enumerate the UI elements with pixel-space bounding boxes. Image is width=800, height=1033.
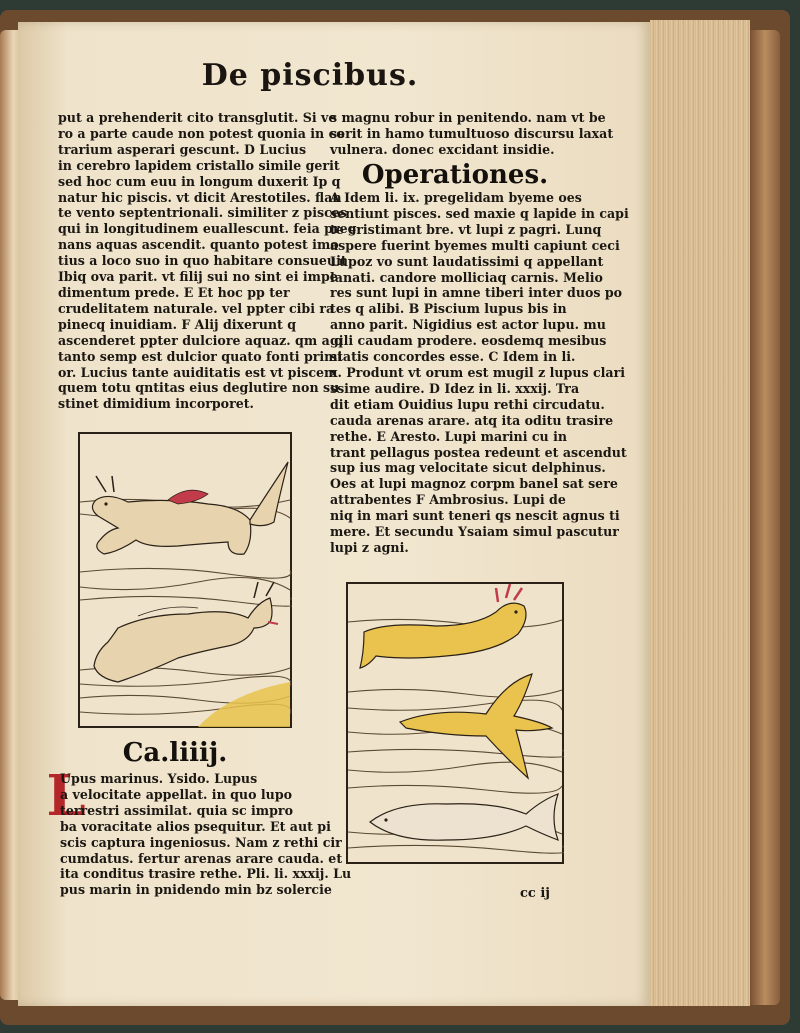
chapter-title: Ca.liiij.	[122, 738, 228, 768]
text-line: stinet dimidium incorporet.	[58, 396, 254, 412]
text-line: gili caudam prodere. eosdemq mesibus	[330, 333, 607, 349]
woodcut-sea-wolves-icon	[78, 432, 292, 728]
text-line: rethe. E Aresto. Lupi marini cu in	[330, 428, 568, 444]
text-line: serit in hamo tumultuoso discursu laxat	[330, 125, 614, 141]
text-line: put a prehenderit cito transglutit. Si ve	[58, 110, 337, 125]
text-line: niq in mari sunt teneri qs nescit agnus ti	[330, 508, 620, 524]
text-line: crudelitatem naturale. vel ppter cibi ra	[58, 300, 335, 316]
text-line: Lupoz vo sunt laudatissimi q appellant	[330, 253, 604, 269]
text-line: natur hic piscis. vt dicit Arestotiles. flan	[58, 189, 342, 205]
left-column-text	[58, 110, 357, 412]
text-line: qui in longitudinem euallescunt. feia preg	[58, 221, 357, 237]
text-line: x. Produnt vt orum est mugil z lupus clari	[330, 364, 626, 380]
text-line: trant pellagus postea redeunt et ascendut	[330, 444, 627, 460]
text-line: tanto semp est dulcior quato fonti primi	[58, 348, 343, 364]
text-line: statis concordes esse. C Idem in li.	[330, 349, 576, 365]
text-line: lupi z agni.	[330, 539, 409, 555]
text-line: cauda arenas arare. atq ita oditu trasire	[330, 412, 614, 428]
text-line: res sunt lupi in amne tiberi inter duos po	[330, 285, 623, 301]
text-line: or. Lucius tante auiditatis est vt piscem	[58, 364, 338, 380]
text-line: trarium asperari gescunt. D Lucius	[58, 141, 307, 157]
section-title: Operationes.	[361, 160, 549, 190]
text-line: dimentum prede. E Et hoc pp ter	[58, 284, 290, 300]
text-line: a velocitate appellat. in quo lupo	[60, 786, 293, 802]
text-line: pinecq inuidiam. F Alij dixerunt q	[58, 316, 297, 332]
text-line: te vento septentrionali. similiter z pisces	[58, 205, 347, 221]
text-line: anno parit. Nigidius est actor lupu. mu	[330, 317, 606, 333]
text-line: vulnera. donec excidant insidie.	[330, 141, 555, 157]
text-line: ro a parte caude non potest quonia in co	[58, 125, 345, 141]
text-line: quem totu qntitas eius deglutire non su	[58, 380, 340, 396]
text-line: nans aquas ascendit. quanto potest imo	[58, 237, 339, 253]
page-fore-edge	[650, 20, 750, 1006]
text-line: Upus marinus. Ysido. Lupus	[60, 771, 258, 786]
text-line: tes q alibi. B Piscium lupus bis in	[330, 301, 567, 317]
text-line: tius a loco suo in quo habitare consueuit	[58, 253, 347, 269]
text-line: aspere fuerint byemes multi capiunt ceci	[330, 237, 620, 253]
woodcut-fishes-icon	[346, 582, 564, 864]
text-line: sed hoc cum euu in longum duxerit Ip q	[58, 173, 341, 189]
rubricated-initial: L	[46, 763, 86, 829]
text-line: Ibiq ova parit. vt filij sui no sint ei impe	[58, 269, 338, 285]
left-column-bottom-text	[60, 771, 352, 898]
right-column-top-text	[330, 110, 614, 158]
text-line: scis captura ingeniosus. Nam z rethi cir	[60, 834, 342, 850]
text-line: te eristimant bre. vt lupi z pagri. Lunq	[330, 221, 602, 237]
text-line: lanati. candore molliciaq carnis. Melio	[330, 269, 603, 285]
text-line: sup ius mag velocitate sicut delphinus.	[330, 460, 606, 476]
text-line: ita conditus trasire rethe. Pli. li. xxxij. Lu	[60, 866, 352, 882]
text-line: sentiunt pisces. sed maxie q lapide in capi	[330, 205, 629, 221]
folio-number: cc ij	[520, 886, 550, 901]
text-line: ssime audire. D Idez in li. xxxij. Tra	[330, 380, 580, 396]
text-line: dit etiam Ouidius lupu rethi circudatu.	[330, 396, 605, 412]
right-column-text	[330, 190, 629, 556]
running-head: De piscibus.	[201, 58, 419, 93]
text-line: mere. Et secundu Ysaiam simul pascutur	[330, 524, 619, 540]
text-line: A Idem li. ix. pregelidam byeme oes	[330, 190, 582, 205]
text-line: ascenderet ppter dulciore aquaz. qm a q	[58, 332, 343, 348]
text-line: Oes at lupi magnoz corpm banel sat sere	[330, 476, 618, 492]
text-line: in cerebro lapidem cristallo simile gerit	[58, 157, 340, 173]
text-line: ba voracitate alios psequitur. Et aut pi	[60, 818, 331, 834]
text-line: pus marin in pnidendo min bz solercie	[60, 882, 332, 898]
book-cover-edge	[750, 30, 780, 1005]
text-line: s magnu robur in penitendo. nam vt be	[330, 110, 606, 125]
text-line: attrabentes F Ambrosius. Lupi de	[330, 492, 566, 508]
text-line: cumdatus. fertur arenas arare cauda. et	[60, 850, 343, 866]
text-line: terrestri assimilat. quia sc impro	[60, 802, 293, 818]
